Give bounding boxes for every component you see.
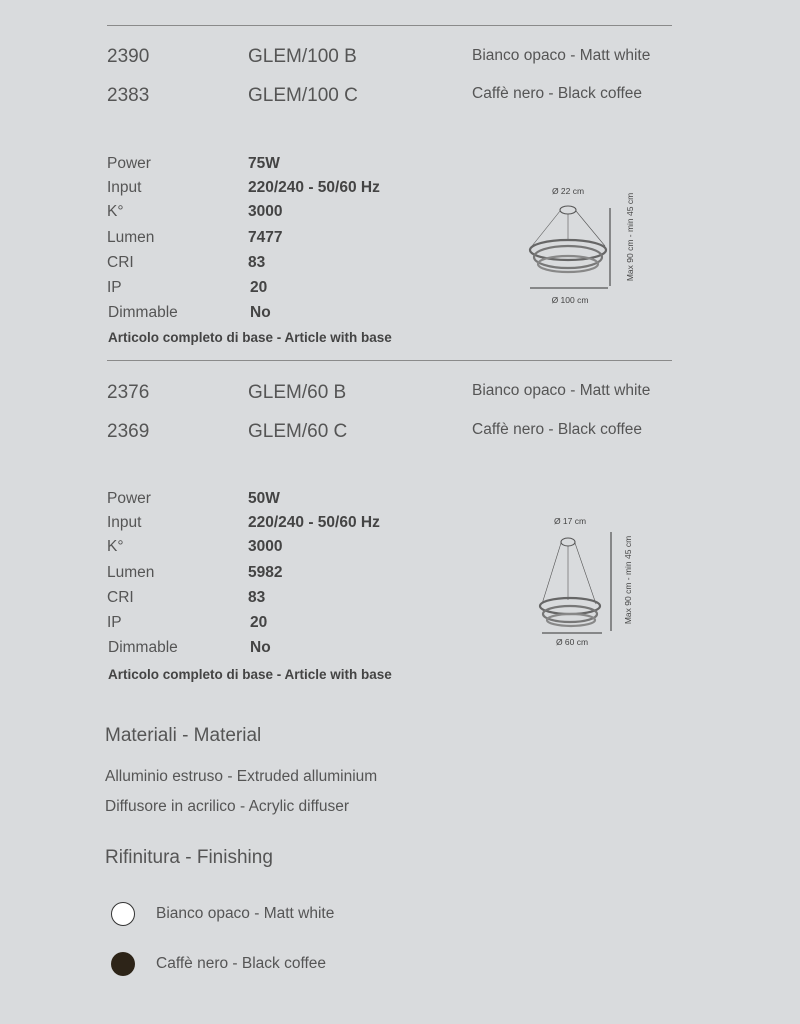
spec-value-input: 220/240 - 50/60 Hz	[248, 179, 380, 196]
spec-label-ip: IP	[107, 279, 122, 296]
spec-value-dimmable: No	[250, 639, 271, 656]
dimension-height-label: Max 90 cm - min 45 cm	[625, 192, 635, 282]
spec-label-cri: CRI	[107, 254, 134, 271]
product-note: Articolo completo di base - Article with base	[108, 330, 392, 345]
spec-value-ip: 20	[250, 614, 268, 631]
lamp-drawing-large	[520, 178, 645, 310]
product-model: GLEM/100 C	[248, 85, 358, 106]
product-finish: Caffè nero - Black coffee	[472, 421, 643, 438]
product-code: 2376	[107, 382, 150, 403]
product-finish: Bianco opaco - Matt white	[472, 47, 651, 64]
dimension-top-label: Ø 22 cm	[551, 186, 585, 196]
finishing-label-matt-white: Bianco opaco - Matt white	[156, 905, 335, 922]
spec-value-kelvin: 3000	[248, 538, 283, 555]
spec-value-power: 50W	[248, 490, 280, 507]
spec-value-cri: 83	[248, 589, 266, 606]
dimension-height-label: Max 90 cm - min 45 cm	[623, 535, 633, 625]
spec-label-dimmable: Dimmable	[108, 639, 178, 656]
product-code: 2369	[107, 421, 150, 442]
spec-label-kelvin: K°	[107, 538, 124, 555]
dimension-top-label: Ø 17 cm	[553, 516, 587, 526]
swatch-black-coffee	[111, 952, 135, 976]
dimension-bottom-label: Ø 100 cm	[551, 295, 589, 305]
lamp-spiral-icon	[530, 206, 606, 272]
lamp-drawing-small	[520, 510, 645, 652]
spec-value-ip: 20	[250, 279, 268, 296]
lamp-spiral-icon	[540, 538, 600, 626]
material-item: Alluminio estruso - Extruded alluminium	[105, 768, 378, 785]
product-finish: Caffè nero - Black coffee	[472, 85, 643, 102]
product-model: GLEM/60 C	[248, 421, 348, 442]
product-note: Articolo completo di base - Article with base	[108, 667, 392, 682]
divider-middle	[107, 360, 672, 361]
spec-value-lumen: 7477	[248, 229, 283, 246]
spec-value-lumen: 5982	[248, 564, 283, 581]
spec-label-kelvin: K°	[107, 203, 124, 220]
finishing-label-black-coffee: Caffè nero - Black coffee	[156, 955, 327, 972]
spec-label-power: Power	[107, 155, 151, 172]
spec-label-lumen: Lumen	[107, 564, 155, 581]
product-finish: Bianco opaco - Matt white	[472, 382, 651, 399]
spec-label-lumen: Lumen	[107, 229, 155, 246]
spec-label-input: Input	[107, 179, 142, 196]
materials-heading: Materiali - Material	[105, 725, 262, 746]
material-item: Diffusore in acrilico - Acrylic diffuser	[105, 798, 350, 815]
product-model: GLEM/60 B	[248, 382, 347, 403]
spec-value-power: 75W	[248, 155, 280, 172]
spec-label-input: Input	[107, 514, 142, 531]
spec-value-input: 220/240 - 50/60 Hz	[248, 514, 380, 531]
spec-label-cri: CRI	[107, 589, 134, 606]
finishing-heading: Rifinitura - Finishing	[105, 847, 273, 868]
divider-top	[107, 25, 672, 26]
product-code: 2390	[107, 46, 150, 67]
spec-label-power: Power	[107, 490, 151, 507]
spec-label-dimmable: Dimmable	[108, 304, 178, 321]
spec-value-dimmable: No	[250, 304, 271, 321]
dimension-bottom-label: Ø 60 cm	[555, 637, 589, 647]
spec-value-kelvin: 3000	[248, 203, 283, 220]
swatch-matt-white	[111, 902, 135, 926]
spec-label-ip: IP	[107, 614, 122, 631]
spec-value-cri: 83	[248, 254, 266, 271]
product-model: GLEM/100 B	[248, 46, 357, 67]
product-code: 2383	[107, 85, 150, 106]
